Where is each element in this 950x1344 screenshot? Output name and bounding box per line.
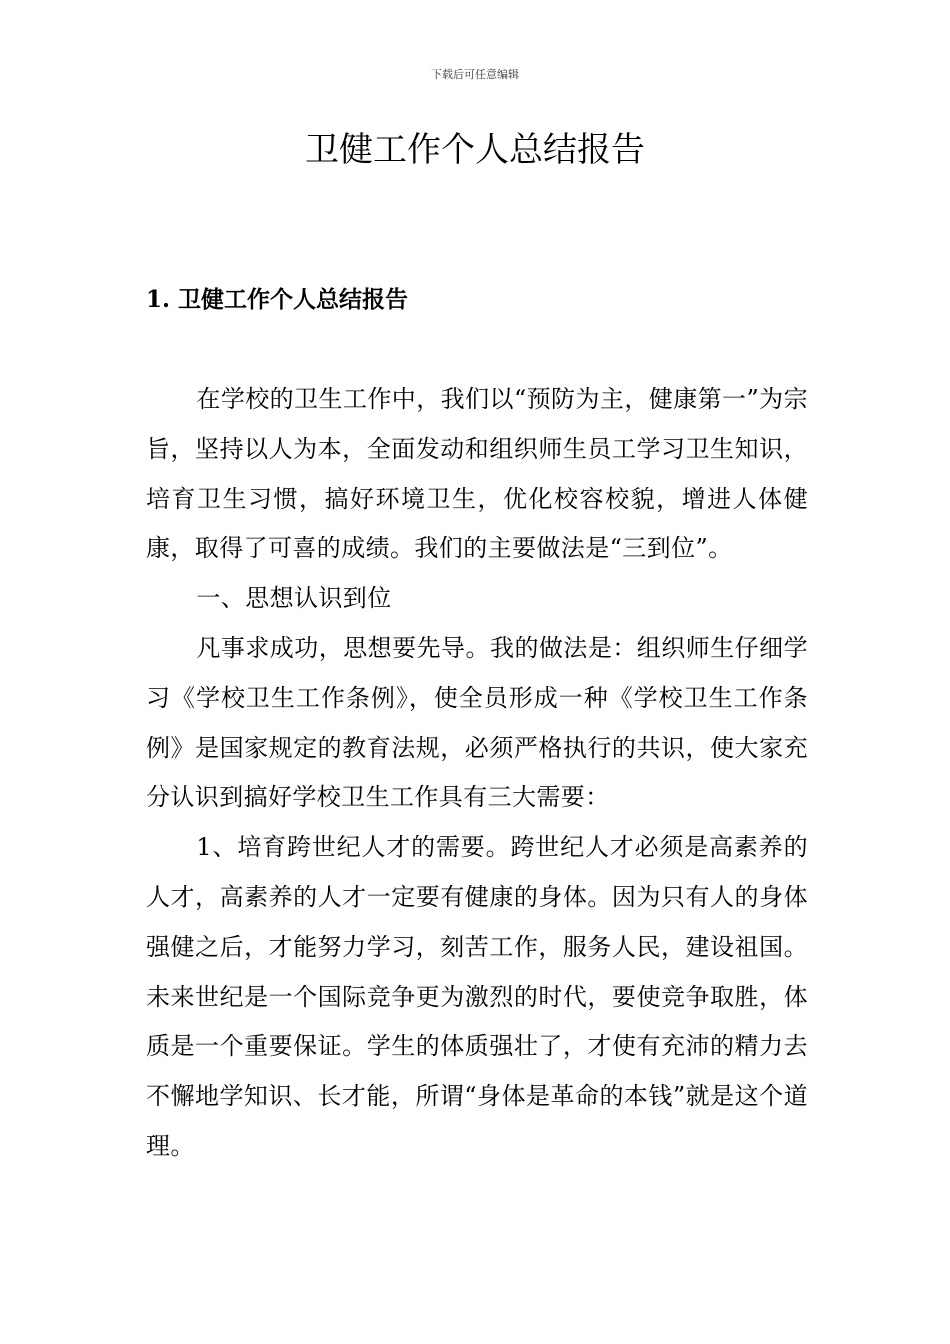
paragraph-talent-need: 1、培育跨世纪人才的需要。跨世纪人才必须是高素养的人才，高素养的人才一定要有健康的身体。因为只有人的身体强健之后，才能努力学习，刻苦工作，服务人民，建设祖国。未来世纪是一个国际竞争更为激烈的时代，要使竞争取胜，体质是一个重要保证。学生的体质强壮了，才使有充沛的精力去不懈地学知识、长才能，所谓“身体是革命的本钱”就是这个道理。 <box>146 833 808 1160</box>
body-text <box>146 375 808 1172</box>
header-note: 下载后可任意编辑 <box>431 68 519 81</box>
paragraph-thinking: 凡事求成功，思想要先导。我的做法是：组织师生仔细学习《学校卫生工作条例》，使全员形成一种《学校卫生工作条例》是国家规定的教育法规，必须严格执行的共识，使大家充分认识到搞好学校卫生工作具有三大需要： <box>146 633 808 812</box>
section-heading: 1. 卫健工作个人总结报告 <box>146 286 409 313</box>
paragraph-subheading: 一、思想认识到位 <box>196 584 392 613</box>
document-title: 卫健工作个人总结报告 <box>305 130 645 170</box>
paragraph-intro: 在学校的卫生工作中，我们以“预防为主，健康第一”为宗旨，坚持以人为本，全面发动和组织师生员工学习卫生知识，培育卫生习惯，搞好环境卫生，优化校容校貌，增进人体健康，取得了可喜的成绩。我们的主要做法是“三到位”。 <box>146 385 808 563</box>
